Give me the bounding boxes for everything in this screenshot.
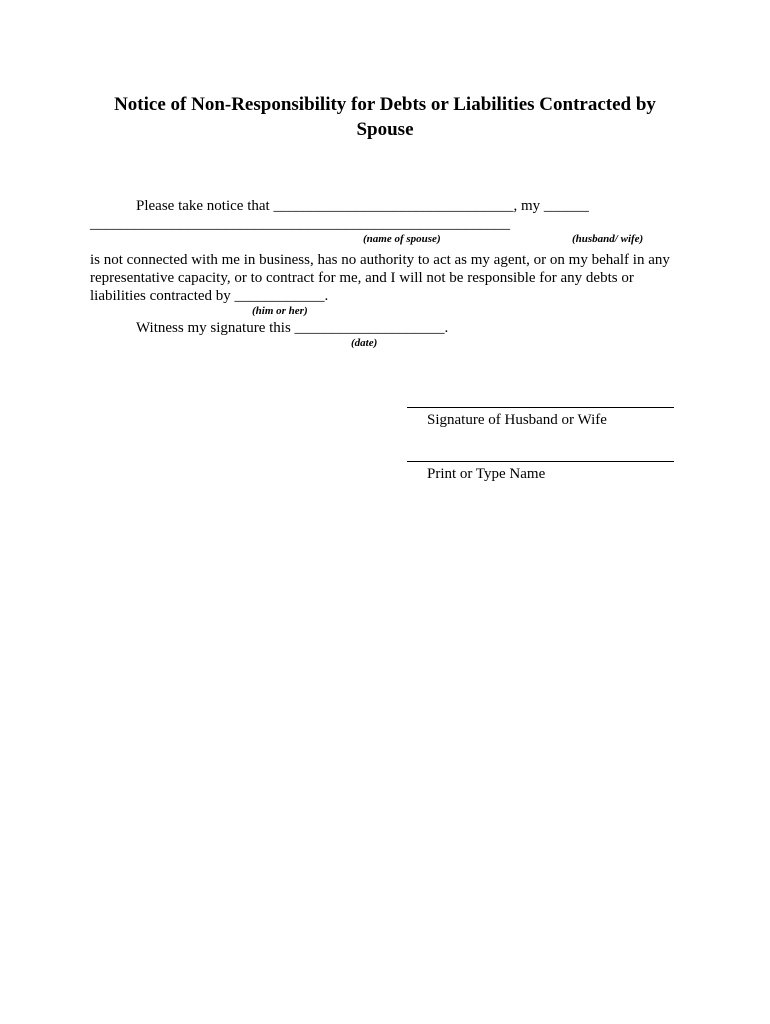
print-name-rule [407, 461, 674, 462]
body-line-1: is not connected with me in business, has no authority to act as my agent, or on my behalf in any [90, 252, 670, 268]
print-name-label: Print or Type Name [427, 466, 546, 482]
caption-husband-wife: (husband/ wife) [572, 233, 644, 245]
witness-line: Witness my signature this ____________________. [136, 320, 449, 336]
signature-label: Signature of Husband or Wife [427, 412, 607, 428]
caption-him-or-her: (him or her) [252, 305, 308, 317]
caption-date: (date) [351, 337, 378, 349]
document-title: Notice of Non-Responsibility for Debts or Liabilities Contracted by Spouse [114, 94, 656, 140]
body-line-3: liabilities contracted by ____________. [90, 288, 329, 304]
caption-name-of-spouse: (name of spouse) [363, 233, 441, 245]
spouse-name-blank-line: ________________________________________________________ [90, 216, 510, 232]
notice-intro-line: Please take notice that ________________________________, my ______ [136, 198, 589, 214]
signature-rule [407, 407, 674, 408]
body-line-2: representative capacity, or to contract for me, and I will not be responsible for any debts or [90, 270, 634, 286]
